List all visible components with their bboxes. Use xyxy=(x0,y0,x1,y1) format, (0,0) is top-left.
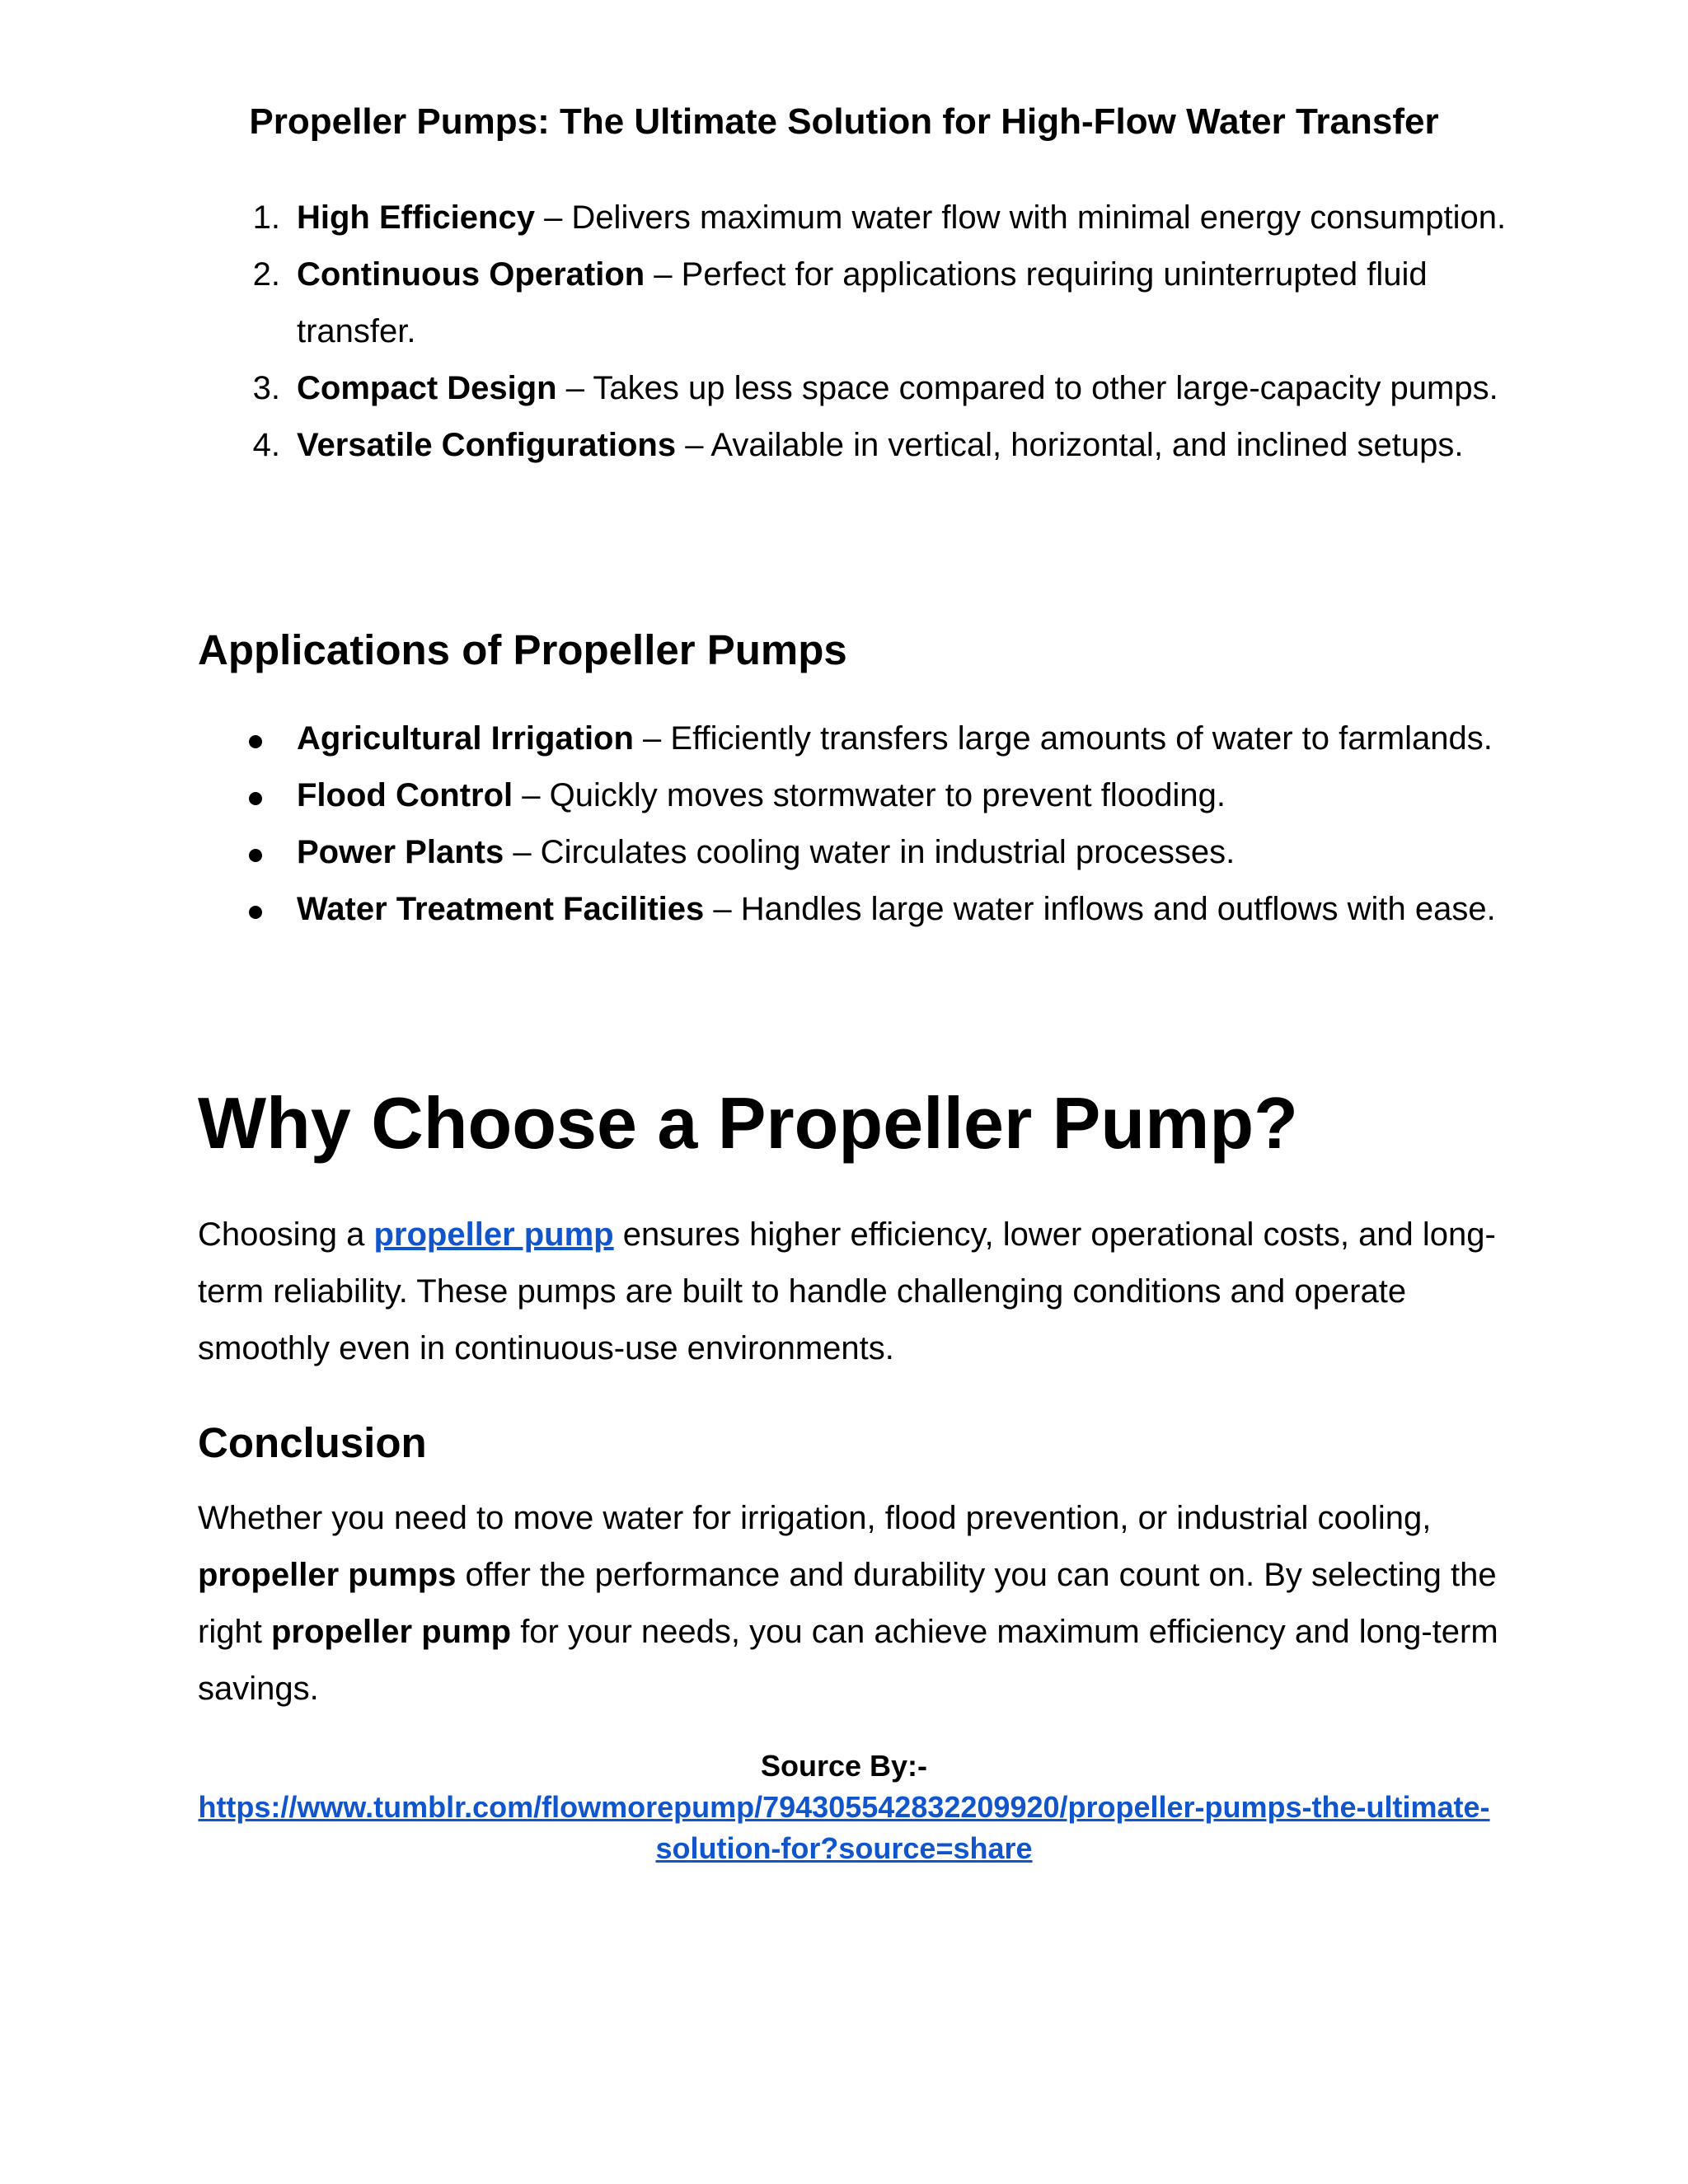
bold-term: propeller pumps xyxy=(198,1557,457,1593)
source-url-link[interactable]: https://www.tumblr.com/flowmorepump/794305542832209920/propeller-pumps-the-ultimate-solution-for?source=share xyxy=(198,1790,1490,1865)
list-number: 3. xyxy=(252,370,280,406)
paragraph-text: Choosing a xyxy=(198,1216,374,1253)
benefit-term: Continuous Operation xyxy=(297,256,645,293)
application-term: Agricultural Irrigation xyxy=(297,720,634,757)
bullet-icon xyxy=(249,906,262,919)
applications-heading: Applications of Propeller Pumps xyxy=(198,626,847,673)
paragraph-text: Whether you need to move water for irrigation, flood prevention, or industrial cooling, xyxy=(198,1500,1432,1536)
benefit-item xyxy=(198,360,1517,417)
bold-term: propeller pump xyxy=(270,1614,512,1650)
conclusion-paragraph xyxy=(198,1490,1500,1718)
paragraph-text: offer the performance and durability you can count on. By selecting the right xyxy=(198,1557,1497,1650)
propeller-pump-link[interactable]: propeller pump xyxy=(373,1216,614,1253)
benefit-item xyxy=(198,417,1517,474)
benefit-item xyxy=(198,246,1517,360)
why-choose-heading: Why Choose a Propeller Pump? xyxy=(198,1082,1298,1164)
benefits-list xyxy=(198,190,1517,474)
paragraph-text: for your needs, you can achieve maximum efficiency and long-term savings. xyxy=(198,1614,1498,1707)
application-term: Power Plants xyxy=(297,834,504,870)
bullet-icon xyxy=(249,735,262,748)
list-number: 1. xyxy=(252,199,280,236)
applications-list xyxy=(198,710,1517,938)
benefit-description: – Takes up less space compared to other large-capacity pumps. xyxy=(556,370,1498,406)
application-term: Water Treatment Facilities xyxy=(297,891,705,927)
benefit-description: – Delivers maximum water flow with minimal energy consumption. xyxy=(534,199,1507,236)
benefit-term: Versatile Configurations xyxy=(297,427,677,463)
benefit-description: – Available in vertical, horizontal, and inclined setups. xyxy=(676,427,1464,463)
list-number: 4. xyxy=(252,427,280,463)
source-block xyxy=(198,1746,1490,1869)
application-item xyxy=(198,824,1517,881)
application-description: – Circulates cooling water in industrial processes. xyxy=(504,834,1236,870)
bullet-icon xyxy=(249,849,262,862)
benefit-description: – Perfect for applications requiring uninterrupted fluid transfer. xyxy=(297,256,1428,349)
paragraph-text: ensures higher efficiency, lower operational costs, and long-term reliability. These pumps are built to handle challenging conditions and operate smoothly even in continuous-use environments. xyxy=(198,1216,1496,1366)
application-item xyxy=(198,767,1517,824)
list-number: 2. xyxy=(252,256,280,293)
application-item xyxy=(198,881,1517,938)
application-term: Flood Control xyxy=(297,777,513,813)
benefit-term: Compact Design xyxy=(297,370,557,406)
application-description: – Quickly moves stormwater to prevent flooding. xyxy=(513,777,1226,813)
source-label: Source By:- xyxy=(760,1749,928,1783)
benefit-term: High Efficiency xyxy=(297,199,535,236)
conclusion-heading: Conclusion xyxy=(198,1419,427,1466)
bullet-icon xyxy=(249,792,262,805)
application-item xyxy=(198,710,1517,767)
application-description: – Handles large water inflows and outflows with ease. xyxy=(704,891,1496,927)
document-title: Propeller Pumps: The Ultimate Solution for High-Flow Water Transfer xyxy=(249,101,1439,142)
why-choose-paragraph xyxy=(198,1207,1500,1377)
application-description: – Efficiently transfers large amounts of water to farmlands. xyxy=(633,720,1493,757)
benefit-item xyxy=(198,190,1517,246)
